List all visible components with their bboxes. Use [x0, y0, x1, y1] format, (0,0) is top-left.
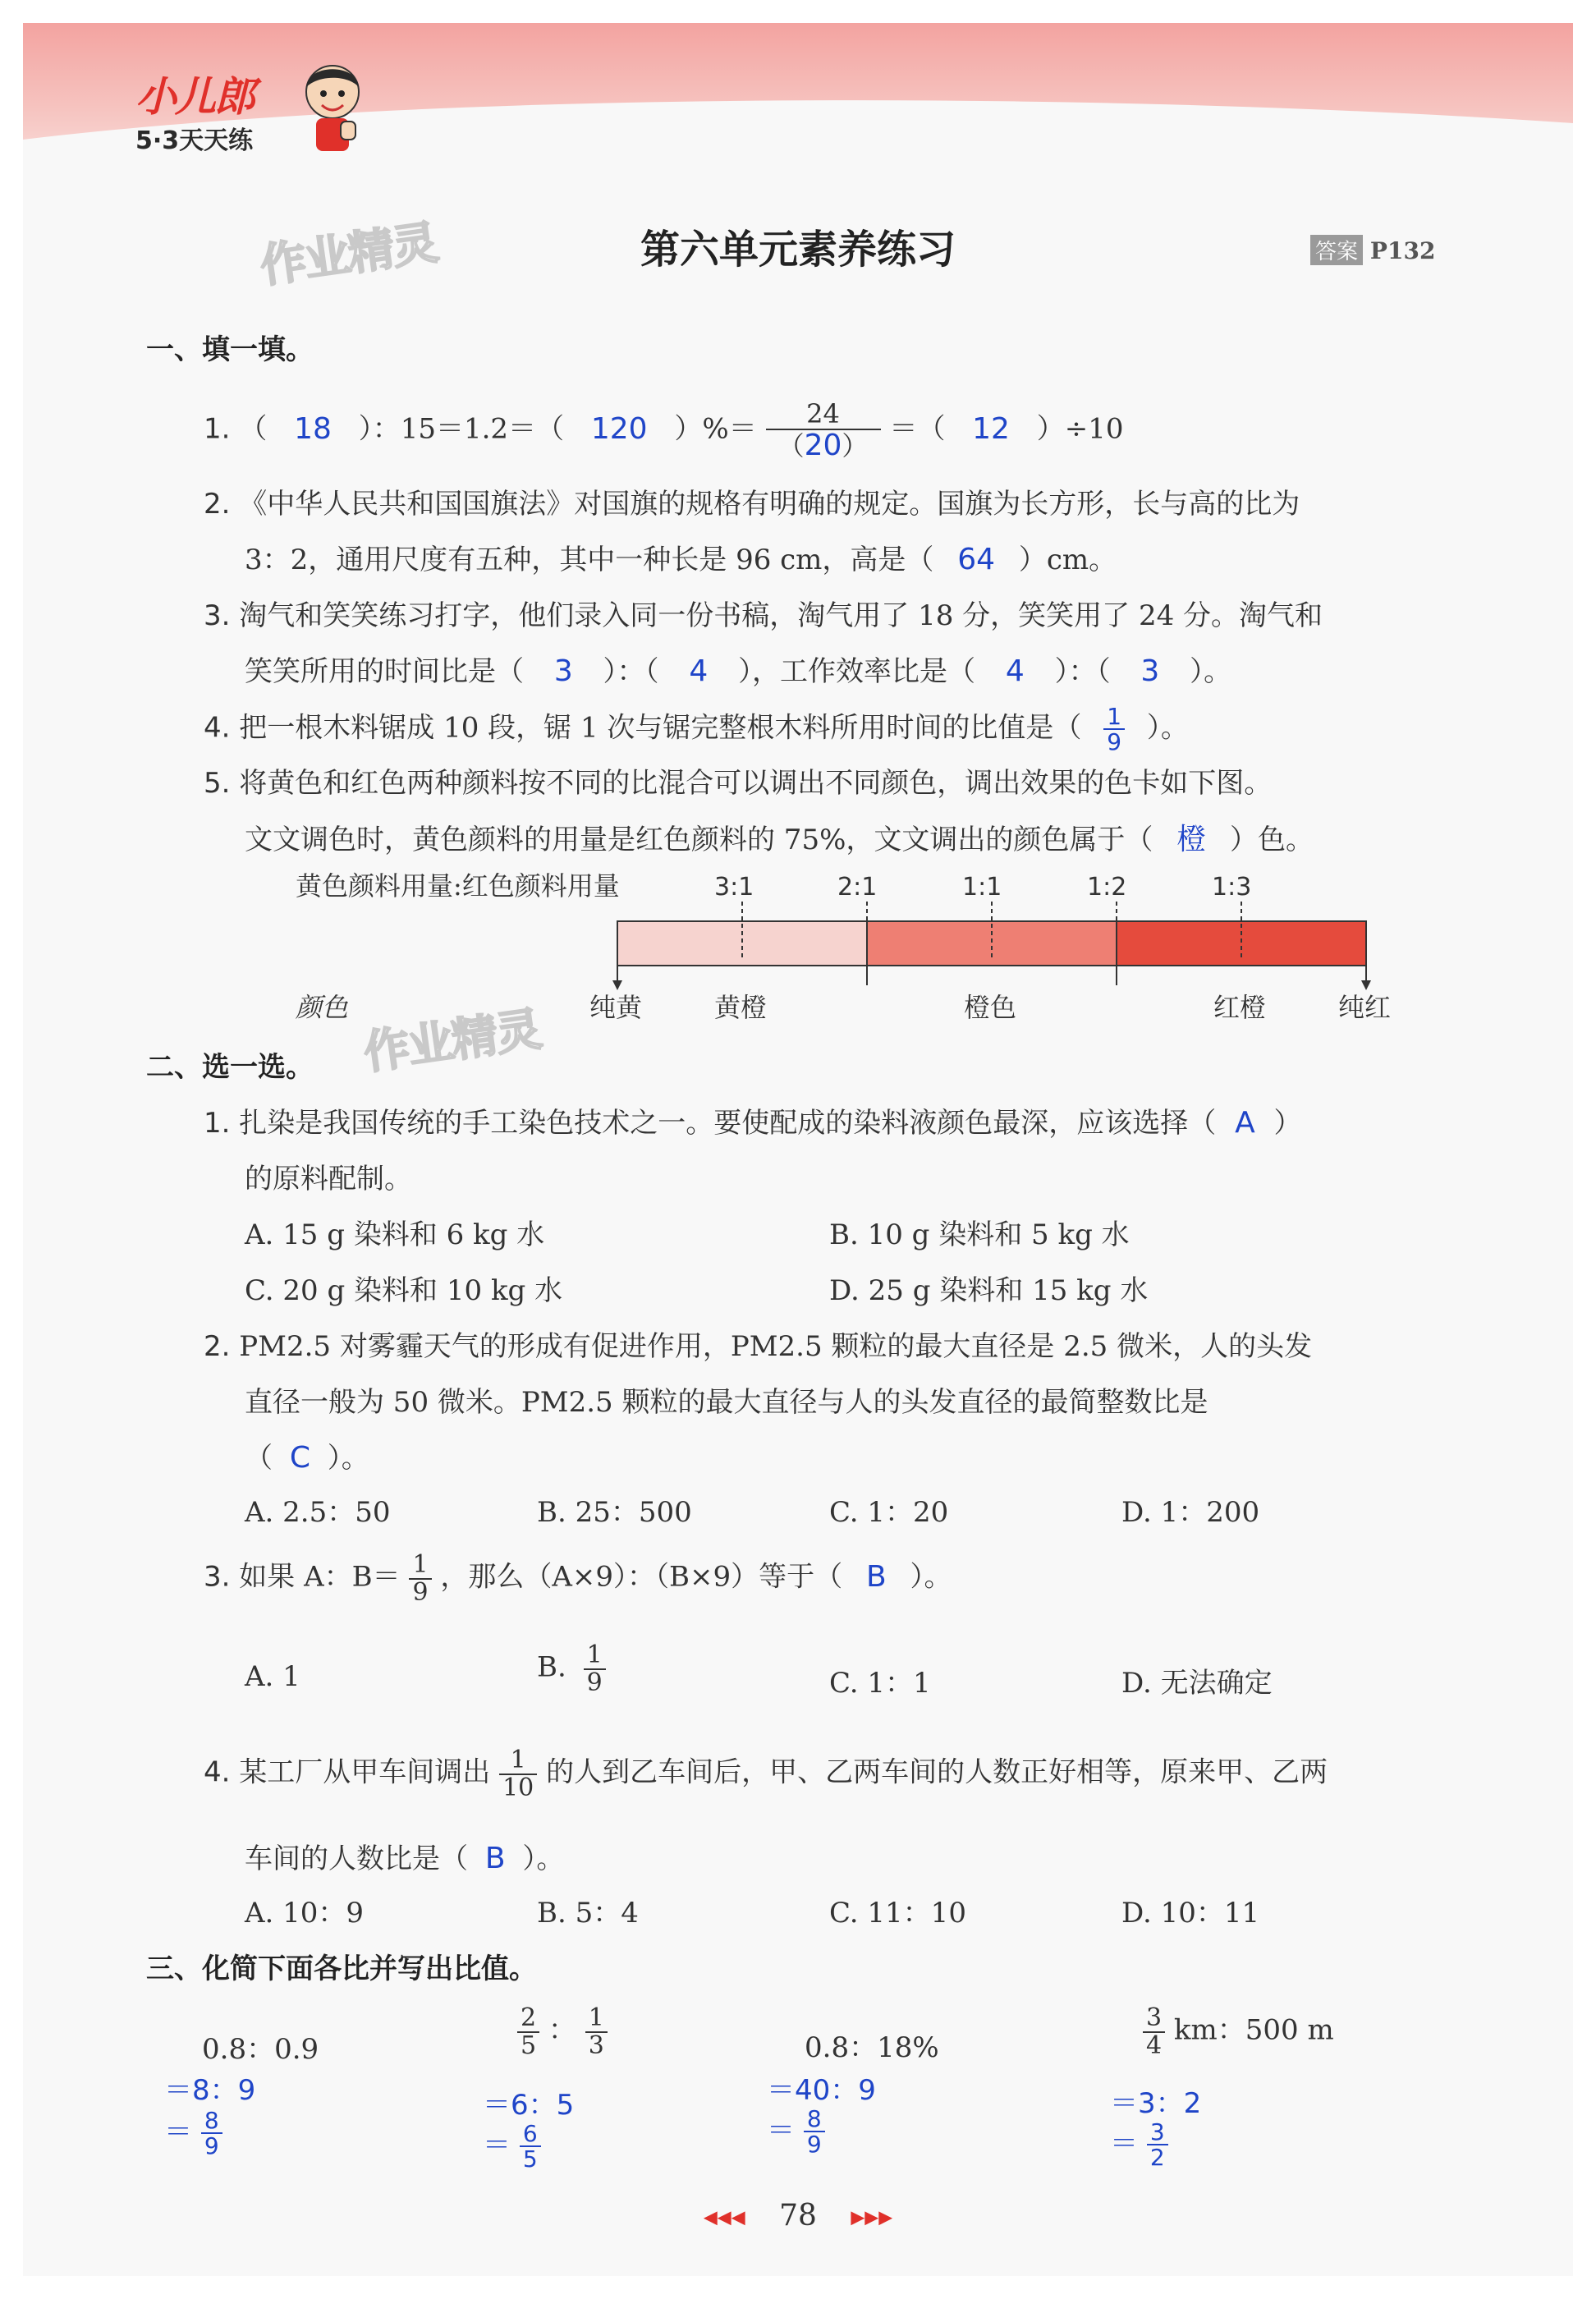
question-number: 2. — [204, 488, 231, 521]
text: 文文调色时，黄色颜料的用量是红色颜料的 75%，文文调出的颜色属于（ — [245, 824, 1153, 856]
question-2-2 — [204, 1324, 1312, 1364]
work-step: ＝6：5 — [483, 2089, 575, 2122]
question-2-2-line2: 直径一般为 50 微米。PM2.5 颗粒的最大直径与人的头发直径的最简整数比是 — [245, 1386, 1208, 1419]
option: C. 11：10 — [829, 1897, 966, 1930]
option: A. 10：9 — [245, 1897, 365, 1930]
result-fraction — [804, 2107, 825, 2157]
question-number: 1. — [204, 412, 231, 446]
text: 某工厂从甲车间调出 — [239, 1755, 491, 1789]
color-chart — [279, 862, 1412, 1026]
question-1-4 — [204, 704, 1189, 755]
colon: ： — [548, 2013, 576, 2047]
ratio-label: 1:1 — [962, 873, 1002, 902]
answer: 18 — [294, 411, 332, 446]
question-2-1 — [204, 1100, 1302, 1140]
question-number: 5. — [204, 767, 231, 800]
fraction-denominator: 9 — [1107, 728, 1122, 756]
text: 3：2，通用尺度有五种，其中一种长是 96 cm，高是（ — [245, 544, 934, 576]
text: ）：（ — [1054, 655, 1111, 688]
text: ）。 — [522, 1842, 565, 1875]
fraction-numerator: 1 — [409, 1552, 431, 1580]
option: D. 25 g 染料和 15 kg 水 — [829, 1274, 1149, 1307]
text: ）%＝ — [674, 412, 757, 446]
option: C. 1：20 — [829, 1496, 949, 1529]
text: ），工作效率比是（ — [738, 655, 976, 688]
option: B. 10 g 染料和 5 kg 水 — [829, 1218, 1130, 1251]
answer-page: P132 — [1369, 237, 1436, 264]
fraction-numerator: 24 — [766, 401, 881, 430]
text: （ — [245, 1442, 273, 1475]
option: B. 25：500 — [537, 1496, 692, 1529]
question-2-1-line2: 的原料配制。 — [245, 1163, 412, 1195]
equals: ＝ — [1110, 2127, 1138, 2160]
text: 如果 A：B＝ — [239, 1560, 401, 1594]
text: ）cm。 — [1018, 544, 1117, 576]
page-number: 78 — [779, 2199, 817, 2232]
question-2-4-line2 — [245, 1836, 564, 1876]
ratio-expression — [517, 2005, 608, 2058]
text: 将黄色和红色两种颜料按不同的比混合可以调出不同颜色，调出效果的色卡如下图。 — [239, 767, 1273, 800]
fraction-denominator: （20） — [777, 428, 869, 462]
text: ）。 — [327, 1442, 369, 1475]
header-curve — [23, 90, 1573, 197]
text: 车间的人数比是（ — [245, 1842, 468, 1875]
row-label: 颜色 — [296, 992, 349, 1023]
text: 把一根木料锯成 10 段，锯 1 次与锯完整根木料所用时间的比值是（ — [239, 711, 1082, 745]
text: 扎染是我国传统的手工染色技术之一。要使配成的染料液颜色最深，应该选择（ — [239, 1107, 1217, 1140]
fraction-numerator: 1 — [585, 2005, 608, 2033]
question-number: 1. — [204, 1107, 231, 1140]
question-number: 3. — [204, 1560, 231, 1594]
work-step: ＝8：9 — [164, 2074, 256, 2107]
left-arrows-icon: ◀◀◀ — [703, 2207, 745, 2228]
fraction-denominator: 9 — [204, 2132, 219, 2160]
work-step — [164, 2109, 222, 2159]
fraction-denominator: 4 — [1146, 2031, 1163, 2060]
fraction — [1143, 2005, 1165, 2058]
section-heading: 二、选一选。 — [146, 1051, 314, 1084]
fraction — [585, 2005, 608, 2058]
answer-fraction — [1103, 704, 1125, 755]
fraction-denominator: 10 — [502, 1773, 534, 1802]
work-step — [483, 2122, 541, 2172]
question-1-2 — [204, 481, 1300, 521]
right-arrows-icon: ▶▶▶ — [851, 2207, 893, 2228]
answer: 3 — [553, 654, 573, 688]
work-step: ＝40：9 — [767, 2074, 876, 2107]
color-band-light — [617, 921, 867, 966]
option: A. 1 — [245, 1660, 300, 1693]
text: 《中华人民共和国国旗法》对国旗的规格有明确的规定。国旗为长方形，长与高的比为 — [239, 488, 1300, 521]
question-1-2-line2 — [245, 537, 1117, 577]
answer-tag: 答案 — [1310, 235, 1363, 265]
equals: ＝ — [483, 2128, 511, 2162]
fraction-denominator: 9 — [806, 2131, 822, 2159]
work-step: ＝3：2 — [1110, 2087, 1202, 2120]
page-title: 第六单元素养练习 — [640, 227, 956, 273]
answer: 3 — [1140, 654, 1160, 688]
question-number: 3. — [204, 599, 231, 632]
arrow-icon — [612, 980, 622, 990]
question-2-2-line3 — [245, 1435, 369, 1475]
fraction-numerator: 1 — [1103, 704, 1125, 730]
fraction — [517, 2005, 539, 2058]
text: ）：（ — [603, 655, 659, 688]
text: ＝（ — [889, 412, 946, 446]
equals: ＝ — [164, 2115, 192, 2149]
fraction-denominator: 5 — [521, 2031, 537, 2060]
section-heading: 一、填一填。 — [146, 333, 314, 366]
result-fraction — [1147, 2120, 1168, 2170]
ratio-label: 2:1 — [837, 873, 878, 902]
option: D. 1：200 — [1121, 1496, 1260, 1529]
text: km：500 m — [1173, 2013, 1334, 2047]
result-fraction — [520, 2122, 541, 2172]
chart-label: 黄色颜料用量:红色颜料用量 — [296, 870, 620, 902]
answer: 12 — [972, 411, 1010, 446]
ratio-expression: 0.8：0.9 — [202, 2033, 319, 2066]
result-fraction — [201, 2109, 222, 2159]
fraction-denominator: 9 — [412, 1577, 429, 1607]
option — [537, 1642, 606, 1696]
text: ）色。 — [1230, 824, 1314, 856]
fraction-numerator: 8 — [804, 2107, 825, 2132]
question-2-4 — [204, 1747, 1328, 1801]
text: PM2.5 对雾霾天气的形成有促进作用，PM2.5 颗粒的最大直径是 2.5 微米，人的头发 — [239, 1330, 1313, 1363]
text: （ — [239, 412, 268, 446]
option: D. 无法确定 — [1121, 1667, 1273, 1700]
fraction-numerator: 1 — [584, 1642, 606, 1670]
answer: 64 — [957, 543, 996, 576]
question-number: 2. — [204, 1330, 231, 1363]
answer-reference — [1310, 235, 1435, 265]
question-1-5 — [204, 760, 1272, 801]
work-step — [767, 2107, 825, 2157]
fraction — [584, 1642, 606, 1696]
fraction-numerator: 2 — [517, 2005, 539, 2033]
answer: A — [1235, 1106, 1255, 1140]
answer: 4 — [1005, 654, 1025, 688]
fraction-numerator: 6 — [520, 2122, 541, 2147]
text: ）÷10 — [1036, 412, 1124, 446]
fraction — [766, 398, 881, 462]
option: A. 2.5：50 — [245, 1496, 391, 1529]
question-1-1 — [204, 398, 1124, 462]
question-1-5-line2 — [245, 816, 1314, 858]
fraction-numerator: 3 — [1147, 2120, 1168, 2145]
color-name: 橙色 — [964, 992, 1017, 1023]
text: ）：15＝1.2＝（ — [358, 412, 565, 446]
color-name: 纯黄 — [589, 992, 643, 1023]
arrow-icon — [1361, 980, 1371, 990]
answer: 120 — [590, 411, 648, 446]
text: ，那么（A×9）：（B×9）等于（ — [440, 1560, 843, 1594]
color-name: 黄橙 — [714, 992, 768, 1023]
question-1-3 — [204, 593, 1323, 633]
fraction-denominator: 5 — [522, 2145, 538, 2173]
logo-sub: 5·3天天练 — [135, 126, 254, 155]
equals: ＝ — [767, 2113, 795, 2147]
text: ）。 — [1146, 711, 1189, 745]
page-footer — [0, 2199, 1596, 2232]
answer: 20 — [804, 428, 842, 462]
mascot-icon — [296, 59, 369, 158]
fraction-numerator: 1 — [499, 1747, 537, 1775]
ratio-label: 1:3 — [1212, 873, 1252, 902]
option-label: B. — [537, 1650, 566, 1684]
color-band-dark — [1117, 921, 1366, 966]
fraction — [409, 1552, 431, 1605]
text: ）。 — [910, 1560, 952, 1594]
ratio-expression — [1143, 2005, 1334, 2058]
color-name: 纯红 — [1338, 992, 1392, 1023]
work-step — [1110, 2120, 1168, 2170]
color-band-mid — [867, 921, 1117, 966]
logo — [135, 64, 254, 156]
option: C. 1：1 — [829, 1667, 931, 1700]
option: D. 10：11 — [1121, 1897, 1260, 1930]
option: A. 15 g 染料和 6 kg 水 — [245, 1218, 545, 1251]
answer: 橙 — [1176, 823, 1207, 856]
fraction-denominator: 3 — [588, 2031, 604, 2060]
text: 的人到乙车间后，甲、乙两车间的人数正好相等，原来甲、乙两 — [546, 1755, 1328, 1789]
fraction-numerator: 8 — [201, 2109, 222, 2134]
ratio-label: 3:1 — [714, 873, 754, 902]
fraction-denominator: 9 — [586, 1668, 603, 1697]
answer: 4 — [689, 654, 709, 688]
question-2-3 — [204, 1552, 952, 1605]
section-heading: 三、化简下面各比并写出比值。 — [146, 1953, 537, 1985]
fraction-denominator: 2 — [1149, 2144, 1165, 2172]
text: ） — [1273, 1107, 1302, 1140]
answer: B — [484, 1842, 506, 1875]
text: ）。 — [1190, 655, 1232, 688]
color-name: 红橙 — [1213, 992, 1267, 1023]
option: B. 5：4 — [537, 1897, 639, 1930]
text: 笑笑所用的时间比是（ — [245, 655, 524, 688]
question-number: 4. — [204, 1755, 231, 1789]
option: C. 20 g 染料和 10 kg 水 — [245, 1274, 563, 1307]
fraction — [499, 1747, 537, 1801]
watermark: 作业精灵 — [360, 1003, 544, 1081]
answer: B — [865, 1559, 887, 1594]
logo-main: 小儿郎 — [135, 73, 254, 121]
ratio-label: 1:2 — [1087, 873, 1127, 902]
ratio-expression: 0.8：18% — [805, 2031, 939, 2064]
question-1-3-line2 — [245, 649, 1231, 689]
watermark: 作业精灵 — [257, 216, 441, 294]
question-number: 4. — [204, 711, 231, 745]
fraction-numerator: 3 — [1143, 2005, 1165, 2033]
answer: C — [289, 1441, 310, 1475]
text: 淘气和笑笑练习打字，他们录入同一份书稿，淘气用了 18 分，笑笑用了 24 分。淘气和 — [239, 599, 1323, 632]
